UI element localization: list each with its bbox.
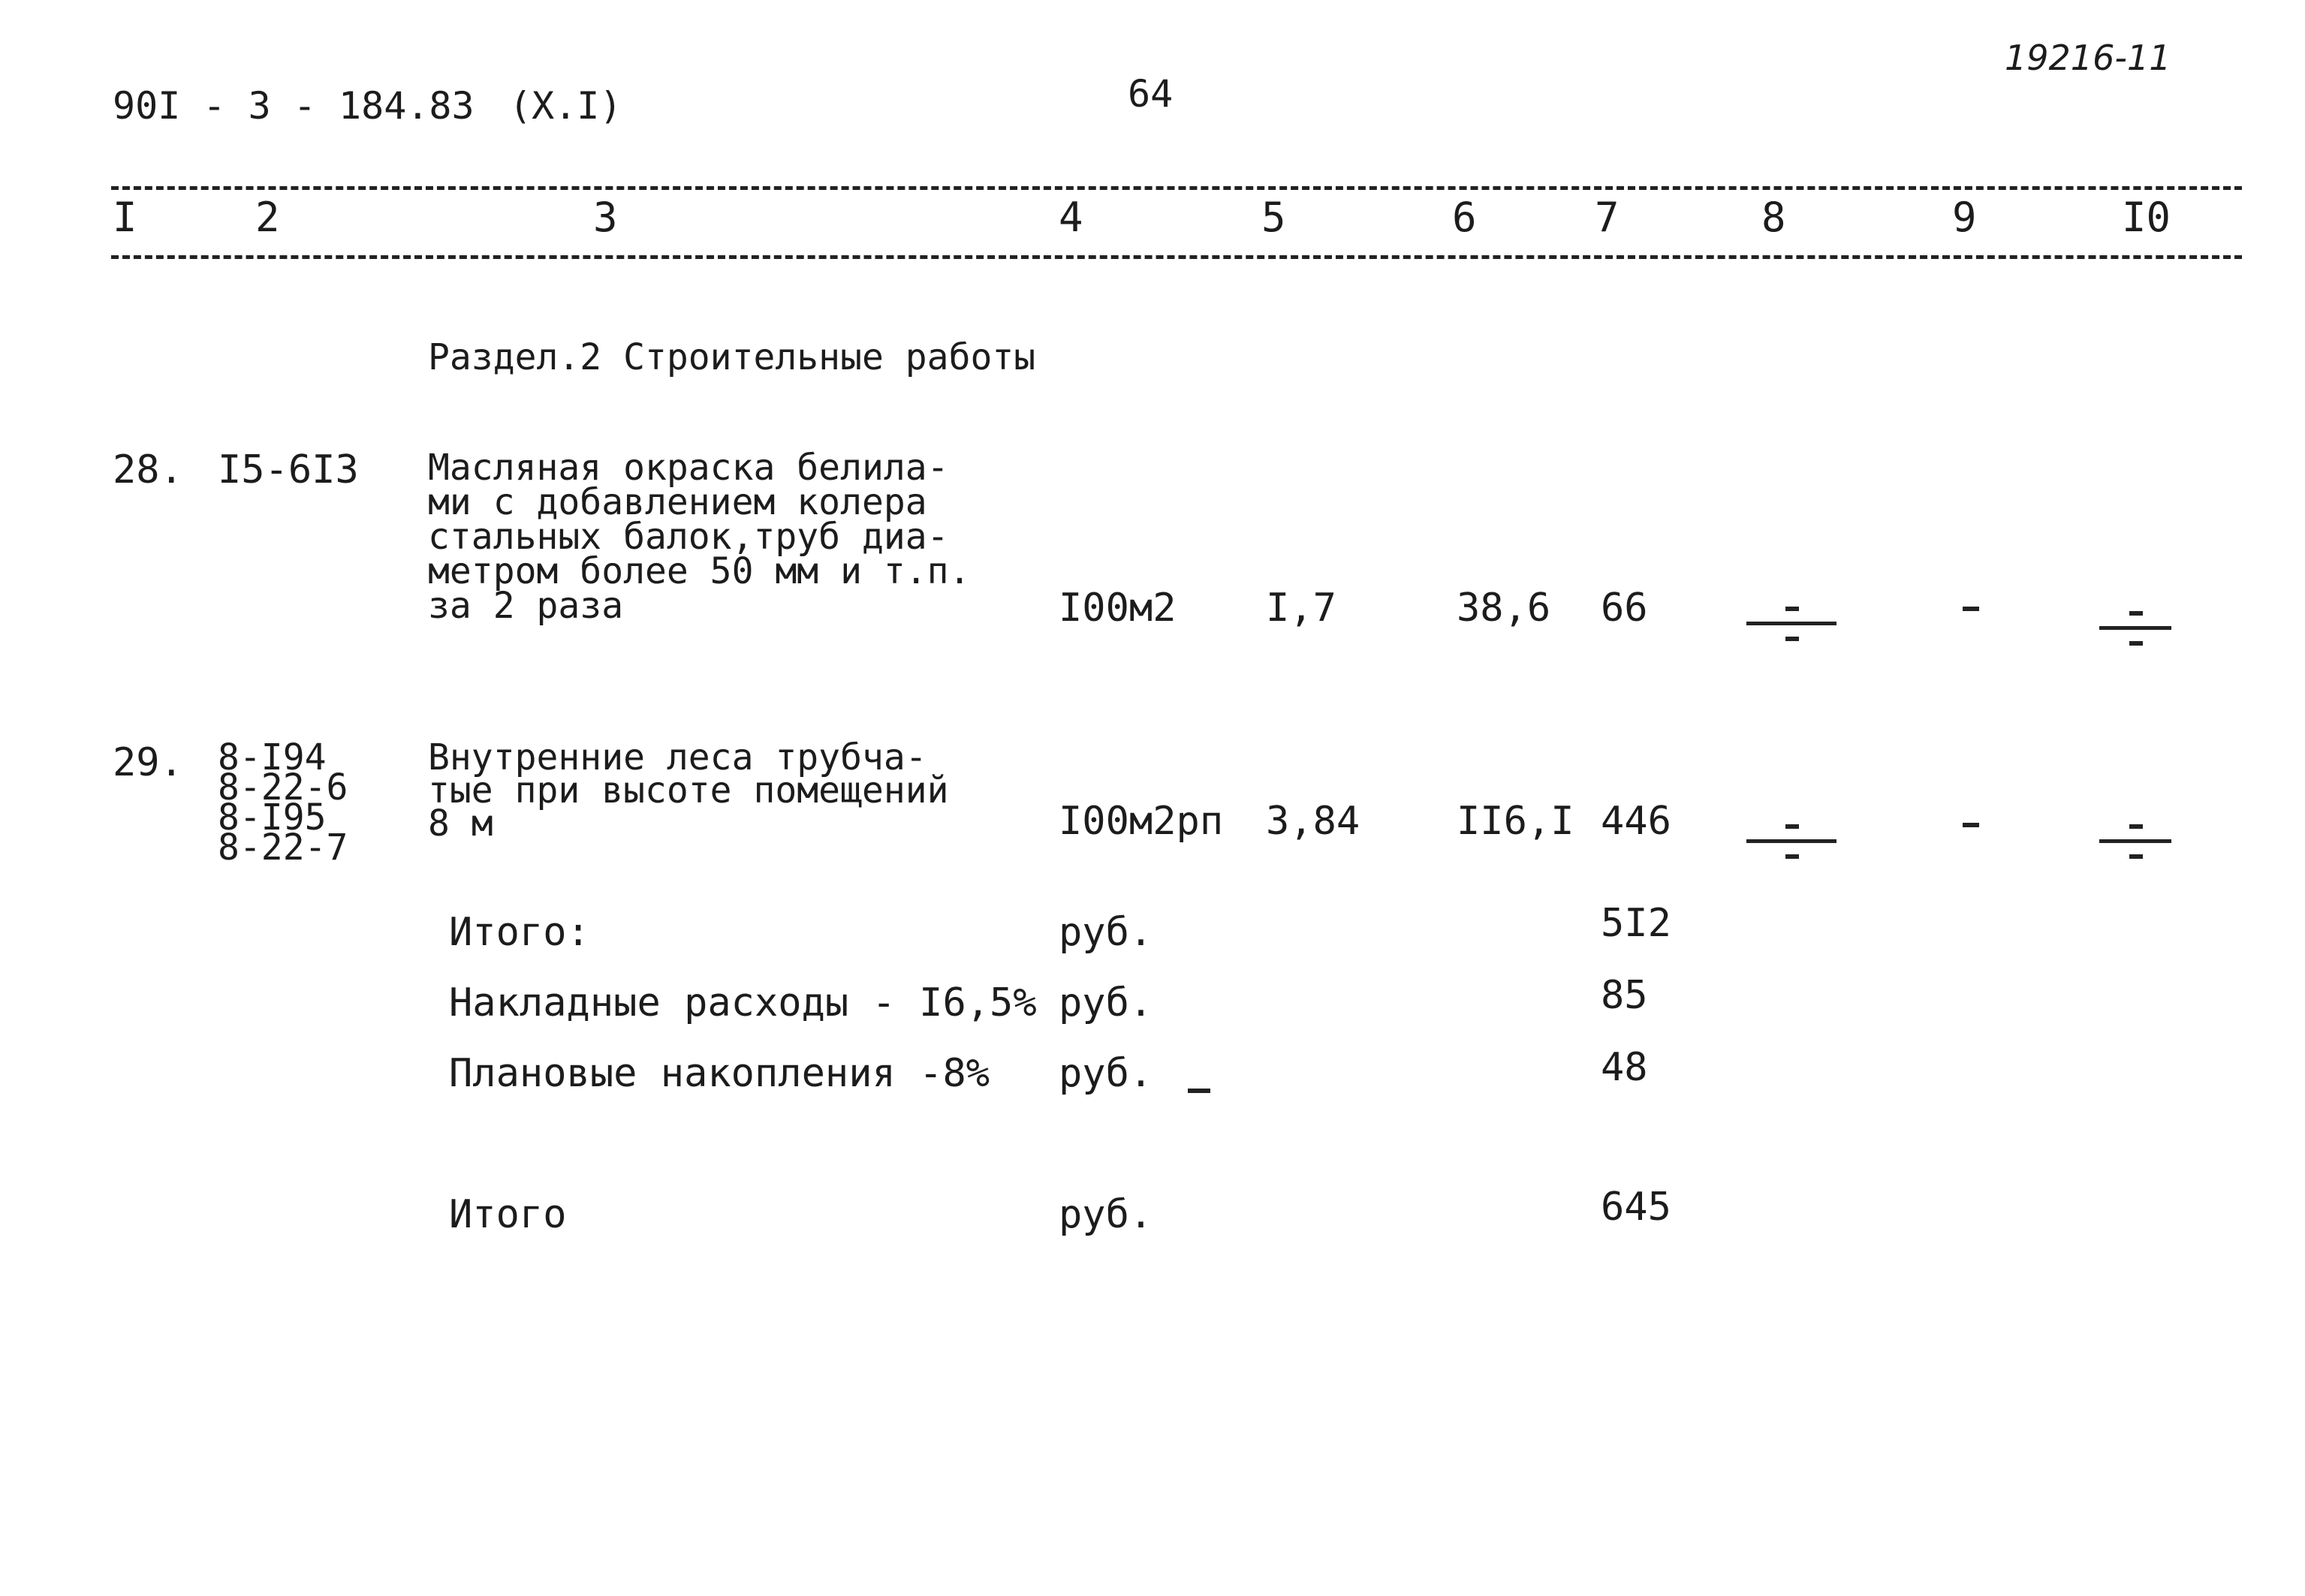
ditto-mark: [1746, 818, 1836, 863]
row-code: 8-22-7: [218, 827, 348, 869]
ditto-mark: [2099, 818, 2171, 863]
document-code: 90I - 3 - 184.83: [113, 84, 475, 128]
column-number: 8: [1761, 194, 1786, 241]
overhead-unit: руб.: [1059, 980, 1153, 1025]
row-quantity: I,7: [1266, 586, 1336, 631]
total-unit: руб.: [1059, 910, 1153, 955]
header-rule-top: [111, 186, 2242, 190]
total-value: 5I2: [1601, 901, 1671, 946]
dash-mark: [1188, 1089, 1210, 1093]
column-number: I0: [2122, 194, 2171, 241]
column-number: 2: [255, 194, 280, 241]
archive-stamp: 19216-11: [2005, 38, 2171, 78]
volume-label: (X.I): [509, 84, 622, 128]
grand-total-label: Итого: [449, 1192, 567, 1237]
dash-mark: [1963, 607, 1979, 611]
row-description-line: тые при высоте помещений: [428, 769, 949, 812]
row-total: 66: [1601, 586, 1648, 631]
row-code: I5-6I3: [218, 447, 359, 492]
planned-savings-label: Плановые накопления -8%: [449, 1051, 990, 1096]
column-number: I: [113, 194, 137, 241]
row-unit-price: II6,I: [1457, 799, 1574, 844]
row-number: 28.: [113, 447, 183, 492]
row-number: 29.: [113, 740, 183, 785]
row-unit-price: 38,6: [1457, 586, 1551, 631]
grand-total-unit: руб.: [1059, 1192, 1153, 1237]
planned-savings-unit: руб.: [1059, 1051, 1153, 1096]
row-quantity: 3,84: [1266, 799, 1360, 844]
column-number: 5: [1261, 194, 1286, 241]
row-description-line: Внутренние леса трубча-: [428, 736, 927, 778]
column-number: 3: [593, 194, 618, 241]
row-description-line: ми с добавлением колера: [428, 481, 927, 523]
column-number: 9: [1952, 194, 1977, 241]
column-number: 7: [1595, 194, 1620, 241]
row-description-line: стальных балок,труб диа-: [428, 516, 949, 558]
row-unit: I00м2: [1059, 586, 1177, 631]
ditto-mark: [1746, 601, 1836, 646]
column-number: 6: [1452, 194, 1477, 241]
row-description-line: Масляная окраска белила-: [428, 447, 949, 489]
row-code: 8-I94: [218, 736, 327, 778]
row-total: 446: [1601, 799, 1671, 844]
row-unit: I00м2рп: [1059, 799, 1224, 844]
planned-savings-value: 48: [1601, 1045, 1648, 1090]
column-number: 4: [1059, 194, 1083, 241]
overhead-label: Накладные расходы - I6,5%: [449, 980, 1037, 1025]
ditto-mark: [2099, 605, 2171, 650]
row-code: 8-22-6: [218, 766, 348, 809]
grand-total-value: 645: [1601, 1185, 1671, 1230]
page-number: 64: [1128, 72, 1174, 116]
row-code: 8-I95: [218, 796, 327, 839]
row-description-line: за 2 раза: [428, 585, 624, 627]
total-label: Итого:: [449, 910, 590, 955]
row-description-line: 8 м: [428, 803, 493, 845]
section-title: Раздел.2 Строительные работы: [428, 336, 1036, 378]
header-rule-bottom: [111, 255, 2242, 259]
row-description-line: метром более 50 мм и т.п.: [428, 550, 971, 592]
dash-mark: [1963, 823, 1979, 827]
overhead-value: 85: [1601, 973, 1648, 1018]
